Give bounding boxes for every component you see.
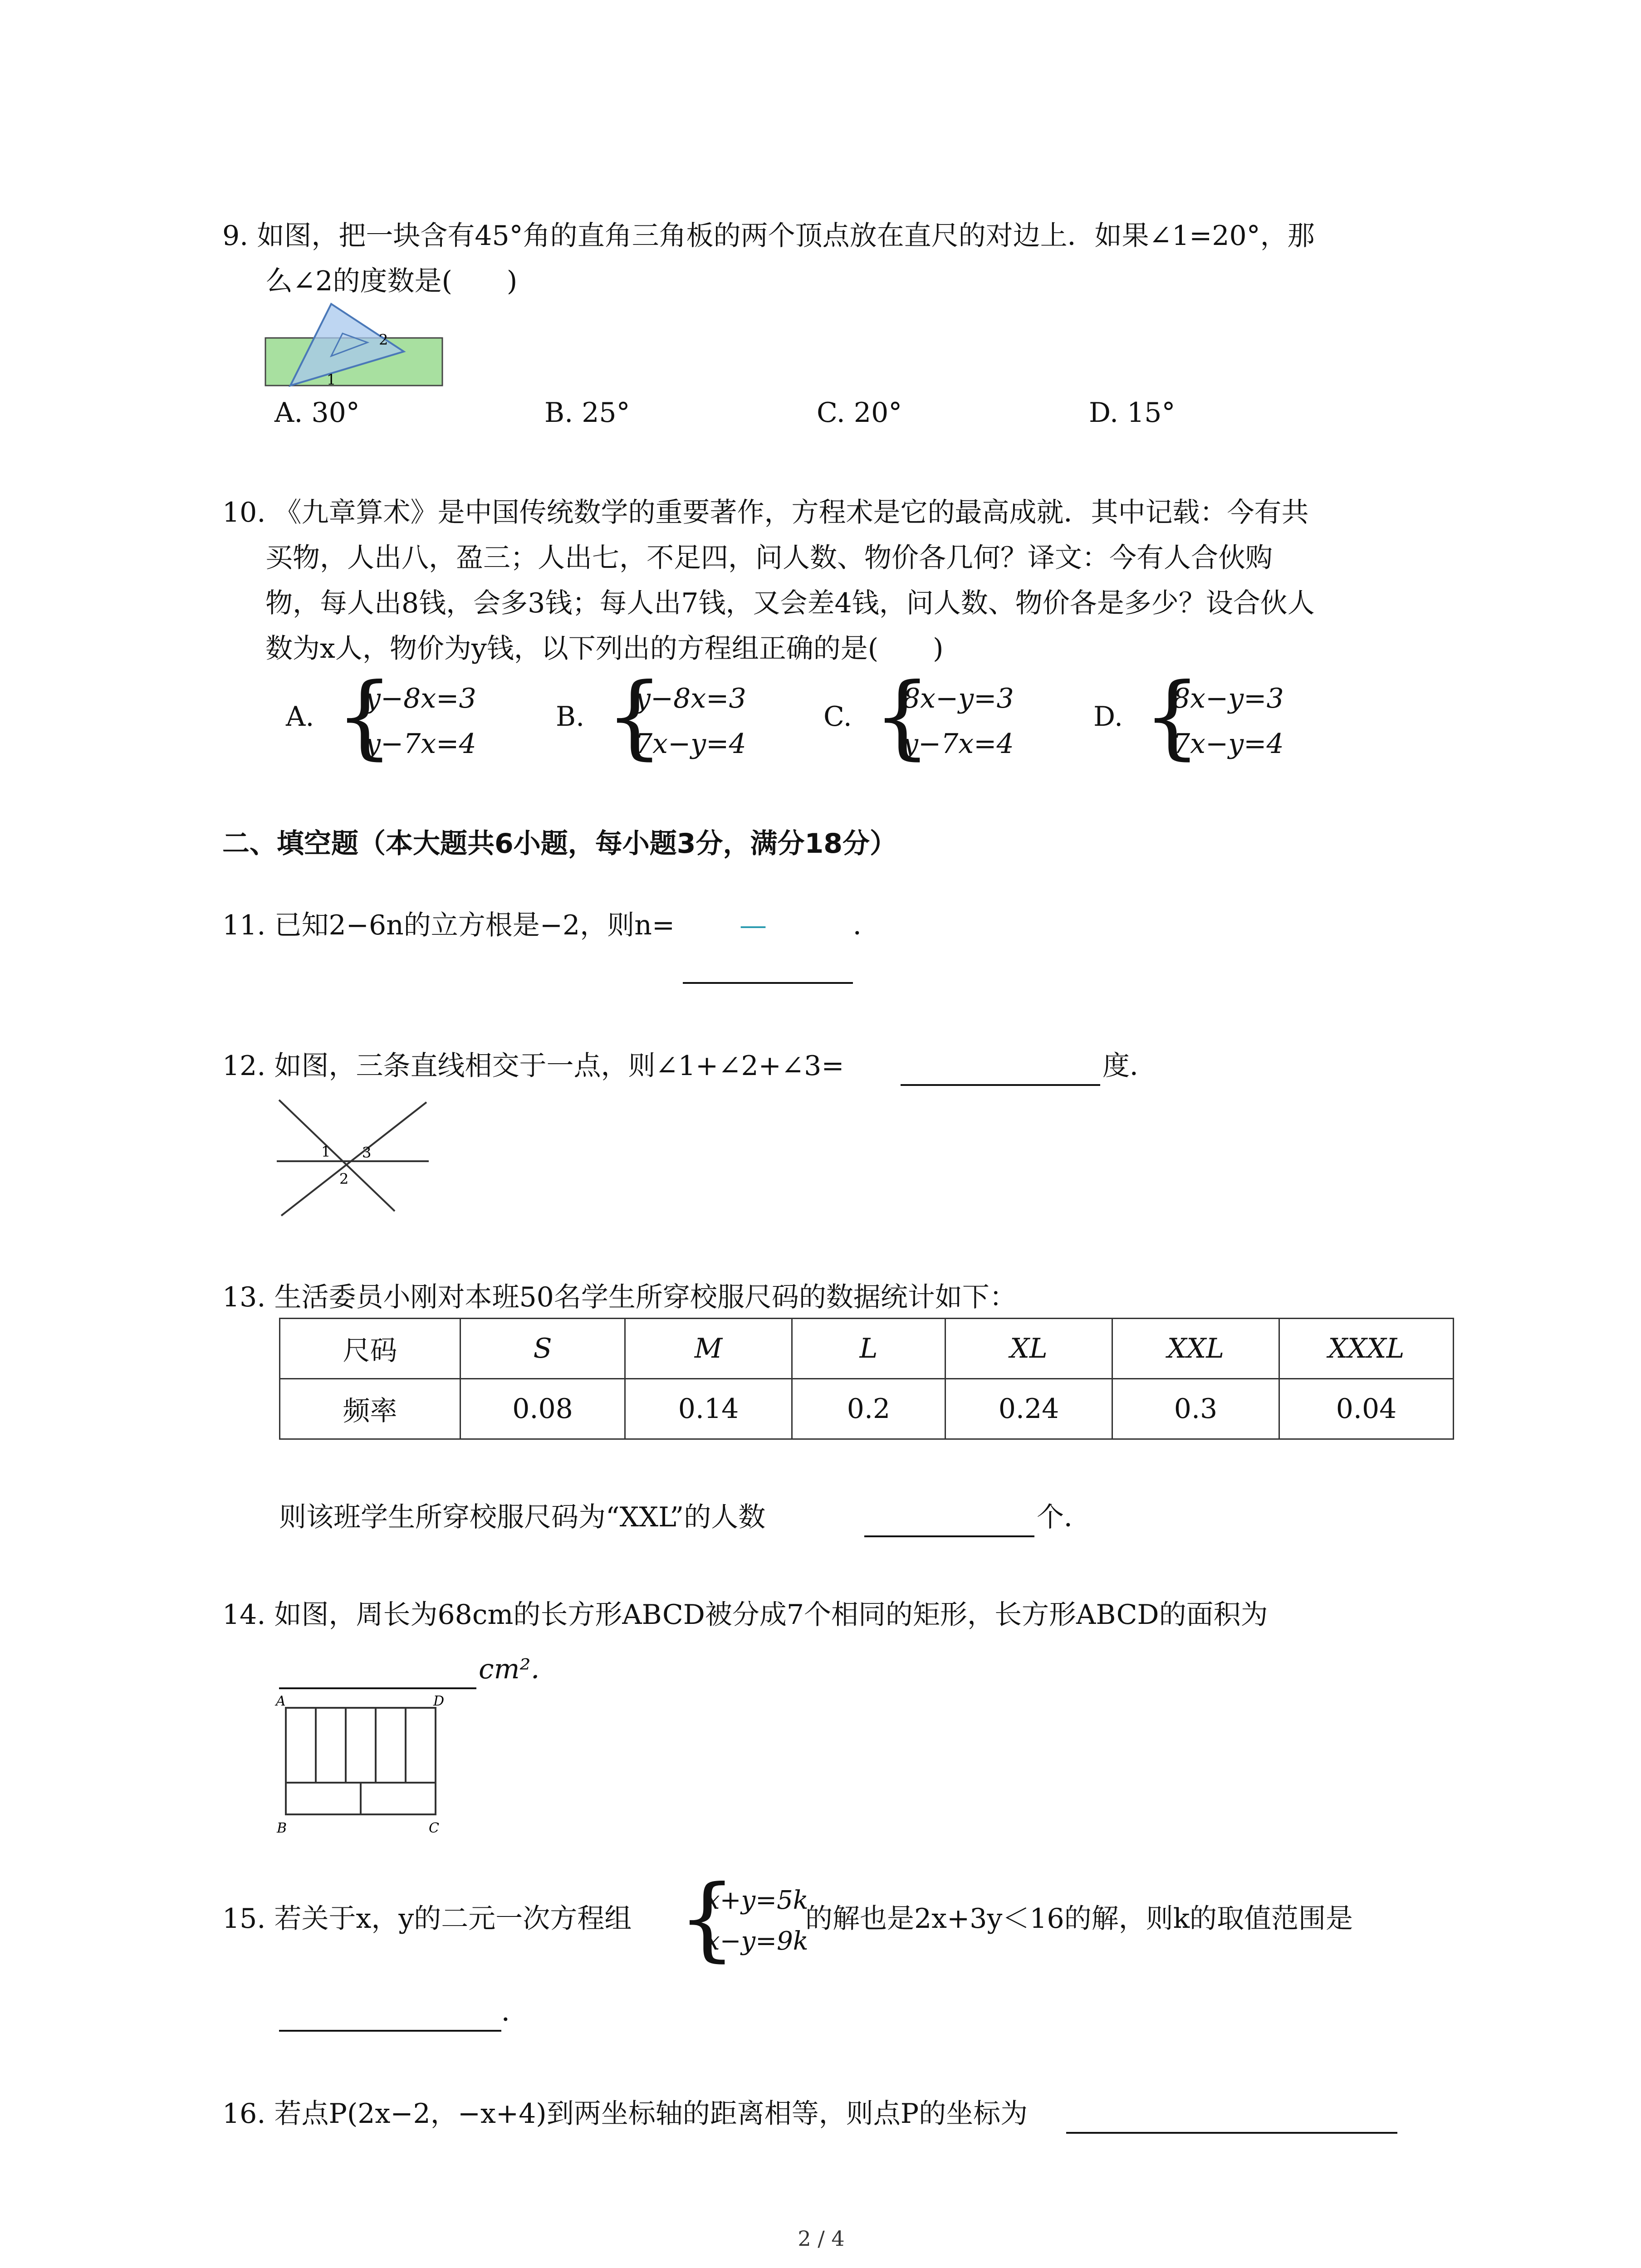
q15-answer-blank [279,2030,501,2032]
section-heading: 二、填空题（本大题共6小题，每小题3分，满分18分） [222,828,897,860]
size-frequency-table [279,1318,1454,1440]
q10-line3: 物，每人出8钱，会多3钱；每人出7钱，又会差4钱，问人数、物价各是多少？设合伙人 [265,587,1315,619]
q12-angle3-label: 3 [362,1144,372,1161]
corner-d-label: D [433,1693,445,1709]
q13-after-text: 则该班学生所穿校服尺码为“XXL”的人数 [279,1501,766,1533]
q15-text2: 的解也是2x+3y＜16的解，则k的取值范围是 [805,1903,1353,1935]
table-cell: L [792,1319,945,1379]
table-cell: 0.3 [1112,1379,1279,1439]
q9-option-c: C. 20° [817,397,902,429]
q10-option-a-eq2: y−7x=4 [365,728,476,760]
q11-answer-blank [683,982,853,984]
q13-text: 13. 生活委员小刚对本班50名学生所穿校服尺码的数据统计如下： [222,1281,1017,1313]
q10-option-a-brace: { [336,664,394,769]
q10-option-b-brace: { [606,664,664,769]
q16-text: 16. 若点P(2x−2，−x+4)到两坐标轴的距离相等，则点P的坐标为 [222,2098,1028,2130]
q12-end: 度． [1102,1050,1157,1082]
table-cell: S [460,1319,625,1379]
table-cell: 0.04 [1279,1379,1454,1439]
table-cell: 0.08 [460,1379,625,1439]
q14-answer-blank [279,1687,476,1689]
q10-option-c-brace: { [873,664,931,769]
q13-end: 个． [1037,1501,1091,1533]
q10-option-c-eq1: 8x−y=3 [903,683,1014,714]
q10-option-a-label: A. [286,701,314,733]
q10-option-b-eq2: 7x−y=4 [635,728,746,760]
q10-option-b-eq1: y−8x=3 [635,683,746,714]
table-cell: 0.2 [792,1379,945,1439]
q9-option-b: B. 25° [544,397,630,429]
table-row [280,1319,1454,1379]
q9-option-d: D. 15° [1089,397,1176,429]
q9-figure [263,299,454,399]
q10-option-d-eq2: 7x−y=4 [1173,728,1284,760]
q10-option-d-label: D. [1093,701,1123,733]
q11-dash: — [740,909,767,941]
q13-answer-blank [864,1535,1034,1537]
q11-end: ． [853,909,880,941]
q14-figure [272,1690,454,1839]
table-row [280,1379,1454,1439]
q15-end: ． [501,1996,529,2028]
q12-angle1-label: 1 [321,1143,331,1160]
q15-eq1: x+y=5k [705,1886,808,1915]
q12-angle2-label: 2 [339,1170,349,1188]
q14-text: 14. 如图，周长为68cm的长方形ABCD被分成7个相同的矩形，长方形ABCD的面积为 [222,1599,1268,1631]
q15-brace: { [678,1866,736,1971]
q10-line2: 买物，人出八，盈三；人出七，不足四，问人数、物价各几何？译文：今有人合伙购 [265,542,1273,574]
q10-option-d-brace: { [1143,664,1201,769]
table-cell: XL [945,1319,1112,1379]
q12-answer-blank [901,1084,1100,1086]
table-cell: 0.24 [945,1379,1112,1439]
q9-angle2-label: 2 [379,331,388,348]
q14-unit: cm²． [479,1653,558,1685]
table-cell: 频率 [280,1379,460,1439]
table-cell: XXXL [1279,1319,1454,1379]
q16-answer-blank [1066,2132,1397,2134]
corner-b-label: B [277,1820,287,1836]
q10-option-c-eq2: y−7x=4 [903,728,1014,760]
q9-option-a: A. 30° [274,397,360,429]
page-number: 2 / 4 [798,2226,845,2251]
q9-line2: 么∠2的度数是( ) [265,265,518,297]
q10-line4: 数为x人，物价为y钱，以下列出的方程组正确的是( ) [265,633,944,665]
q9-angle1-label: 1 [327,371,336,388]
table-cell: M [625,1319,792,1379]
q15-text: 15. 若关于x，y的二元一次方程组 [222,1903,632,1935]
table-cell: XXL [1112,1319,1279,1379]
corner-a-label: A [276,1693,286,1709]
q15-eq2: x−y=9k [705,1926,808,1956]
q12-text: 12. 如图，三条直线相交于一点，则∠1+∠2+∠3= [222,1050,844,1082]
table-cell: 尺码 [280,1319,460,1379]
q10-line1: 10. 《九章算术》是中国传统数学的重要著作，方程术是它的最高成就．其中记载：今有共 [222,497,1309,528]
q12-figure [272,1093,436,1220]
q11-text: 11. 已知2−6n的立方根是−2，则n= [222,909,675,941]
q10-option-a-eq1: y−8x=3 [365,683,476,714]
q10-option-c-label: C. [823,701,852,733]
q9-line1: 9. 如图，把一块含有45°角的直角三角板的两个顶点放在直尺的对边上．如果∠1=20°，那 [222,220,1315,252]
table-cell: 0.14 [625,1379,792,1439]
q10-option-b-label: B. [556,701,585,733]
q10-option-d-eq1: 8x−y=3 [1173,683,1284,714]
corner-c-label: C [429,1820,439,1836]
